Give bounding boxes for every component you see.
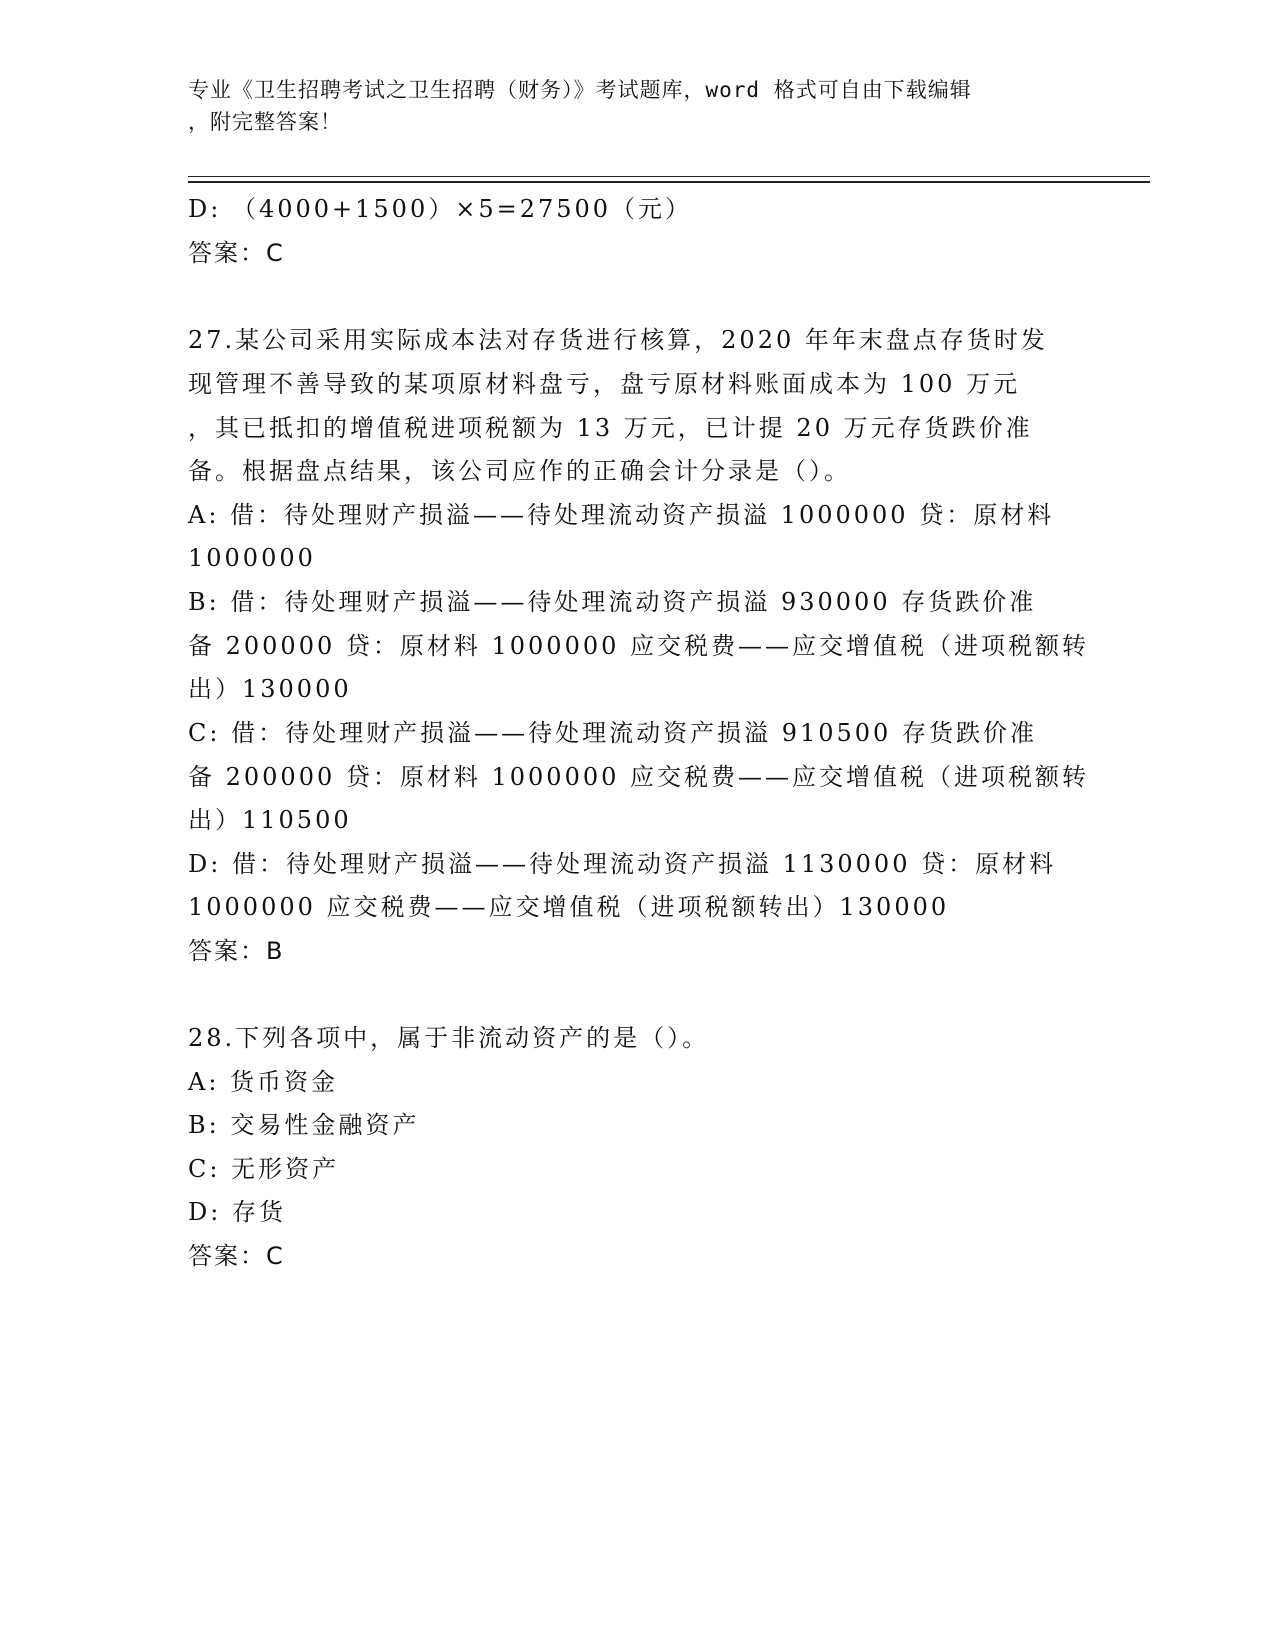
header-rule-thin [188,176,1150,177]
q28-option-a: A: 货币资金 [188,1068,339,1096]
q27-option-a-line-2: 1000000 [188,544,316,572]
q28-stem: 28.下列各项中，属于非流动资产的是（）。 [188,1024,710,1052]
q27-option-a-line-1: A: 借：待处理财产损溢——待处理流动资产损溢 1000000 贷：原材料 [188,501,1055,529]
q27-option-b-line-3: 出）130000 [188,675,352,703]
document-header [188,74,1068,138]
q27-option-c-line-3: 出）110500 [188,806,352,834]
q27-option-c-line-2: 备 200000 贷：原材料 1000000 应交税费——应交增值税（进项税额转 [188,763,1090,791]
q27-stem-line-3: ，其已抵扣的增值税进项税额为 13 万元，已计提 20 万元存货跌价准 [188,414,1033,442]
q27-stem-line-1: 27.某公司采用实际成本法对存货进行核算，2020 年年末盘点存货时发 [188,326,1048,354]
q27-answer: 答案：B [188,937,285,965]
q28-option-d: D: 存货 [188,1198,286,1226]
prev-option-d: D: （4000+1500）×5=27500（元） [188,195,693,223]
header-rule-thick [188,181,1150,183]
q28-option-b: B: 交易性金融资产 [188,1111,420,1139]
q27-option-d-line-1: D: 借：待处理财产损溢——待处理流动资产损溢 1130000 贷：原材料 [188,850,1057,878]
q27-option-c-line-1: C: 借：待处理财产损溢——待处理流动资产损溢 910500 存货跌价准 [188,719,1037,747]
q27-option-d-line-2: 1000000 应交税费——应交增值税（进项税额转出）130000 [188,893,950,921]
prev-answer: 答案：C [188,239,285,267]
q28-answer: 答案：C [188,1242,285,1270]
header-line-2: ，附完整答案！ [188,110,342,134]
q27-option-b-line-2: 备 200000 贷：原材料 1000000 应交税费——应交增值税（进项税额转 [188,632,1090,660]
q27-stem-line-2: 现管理不善导致的某项原材料盘亏，盘亏原材料账面成本为 100 万元 [188,370,1021,398]
header-line-1: 专业《卫生招聘考试之卫生招聘（财务）》考试题库，word 格式可自由下载编辑 [188,78,972,102]
q28-option-c: C: 无形资产 [188,1155,340,1183]
q27-option-b-line-1: B: 借：待处理财产损溢——待处理流动资产损溢 930000 存货跌价准 [188,588,1037,616]
q27-stem-line-4: 备。根据盘点结果，该公司应作的正确会计分录是（）。 [188,457,851,485]
